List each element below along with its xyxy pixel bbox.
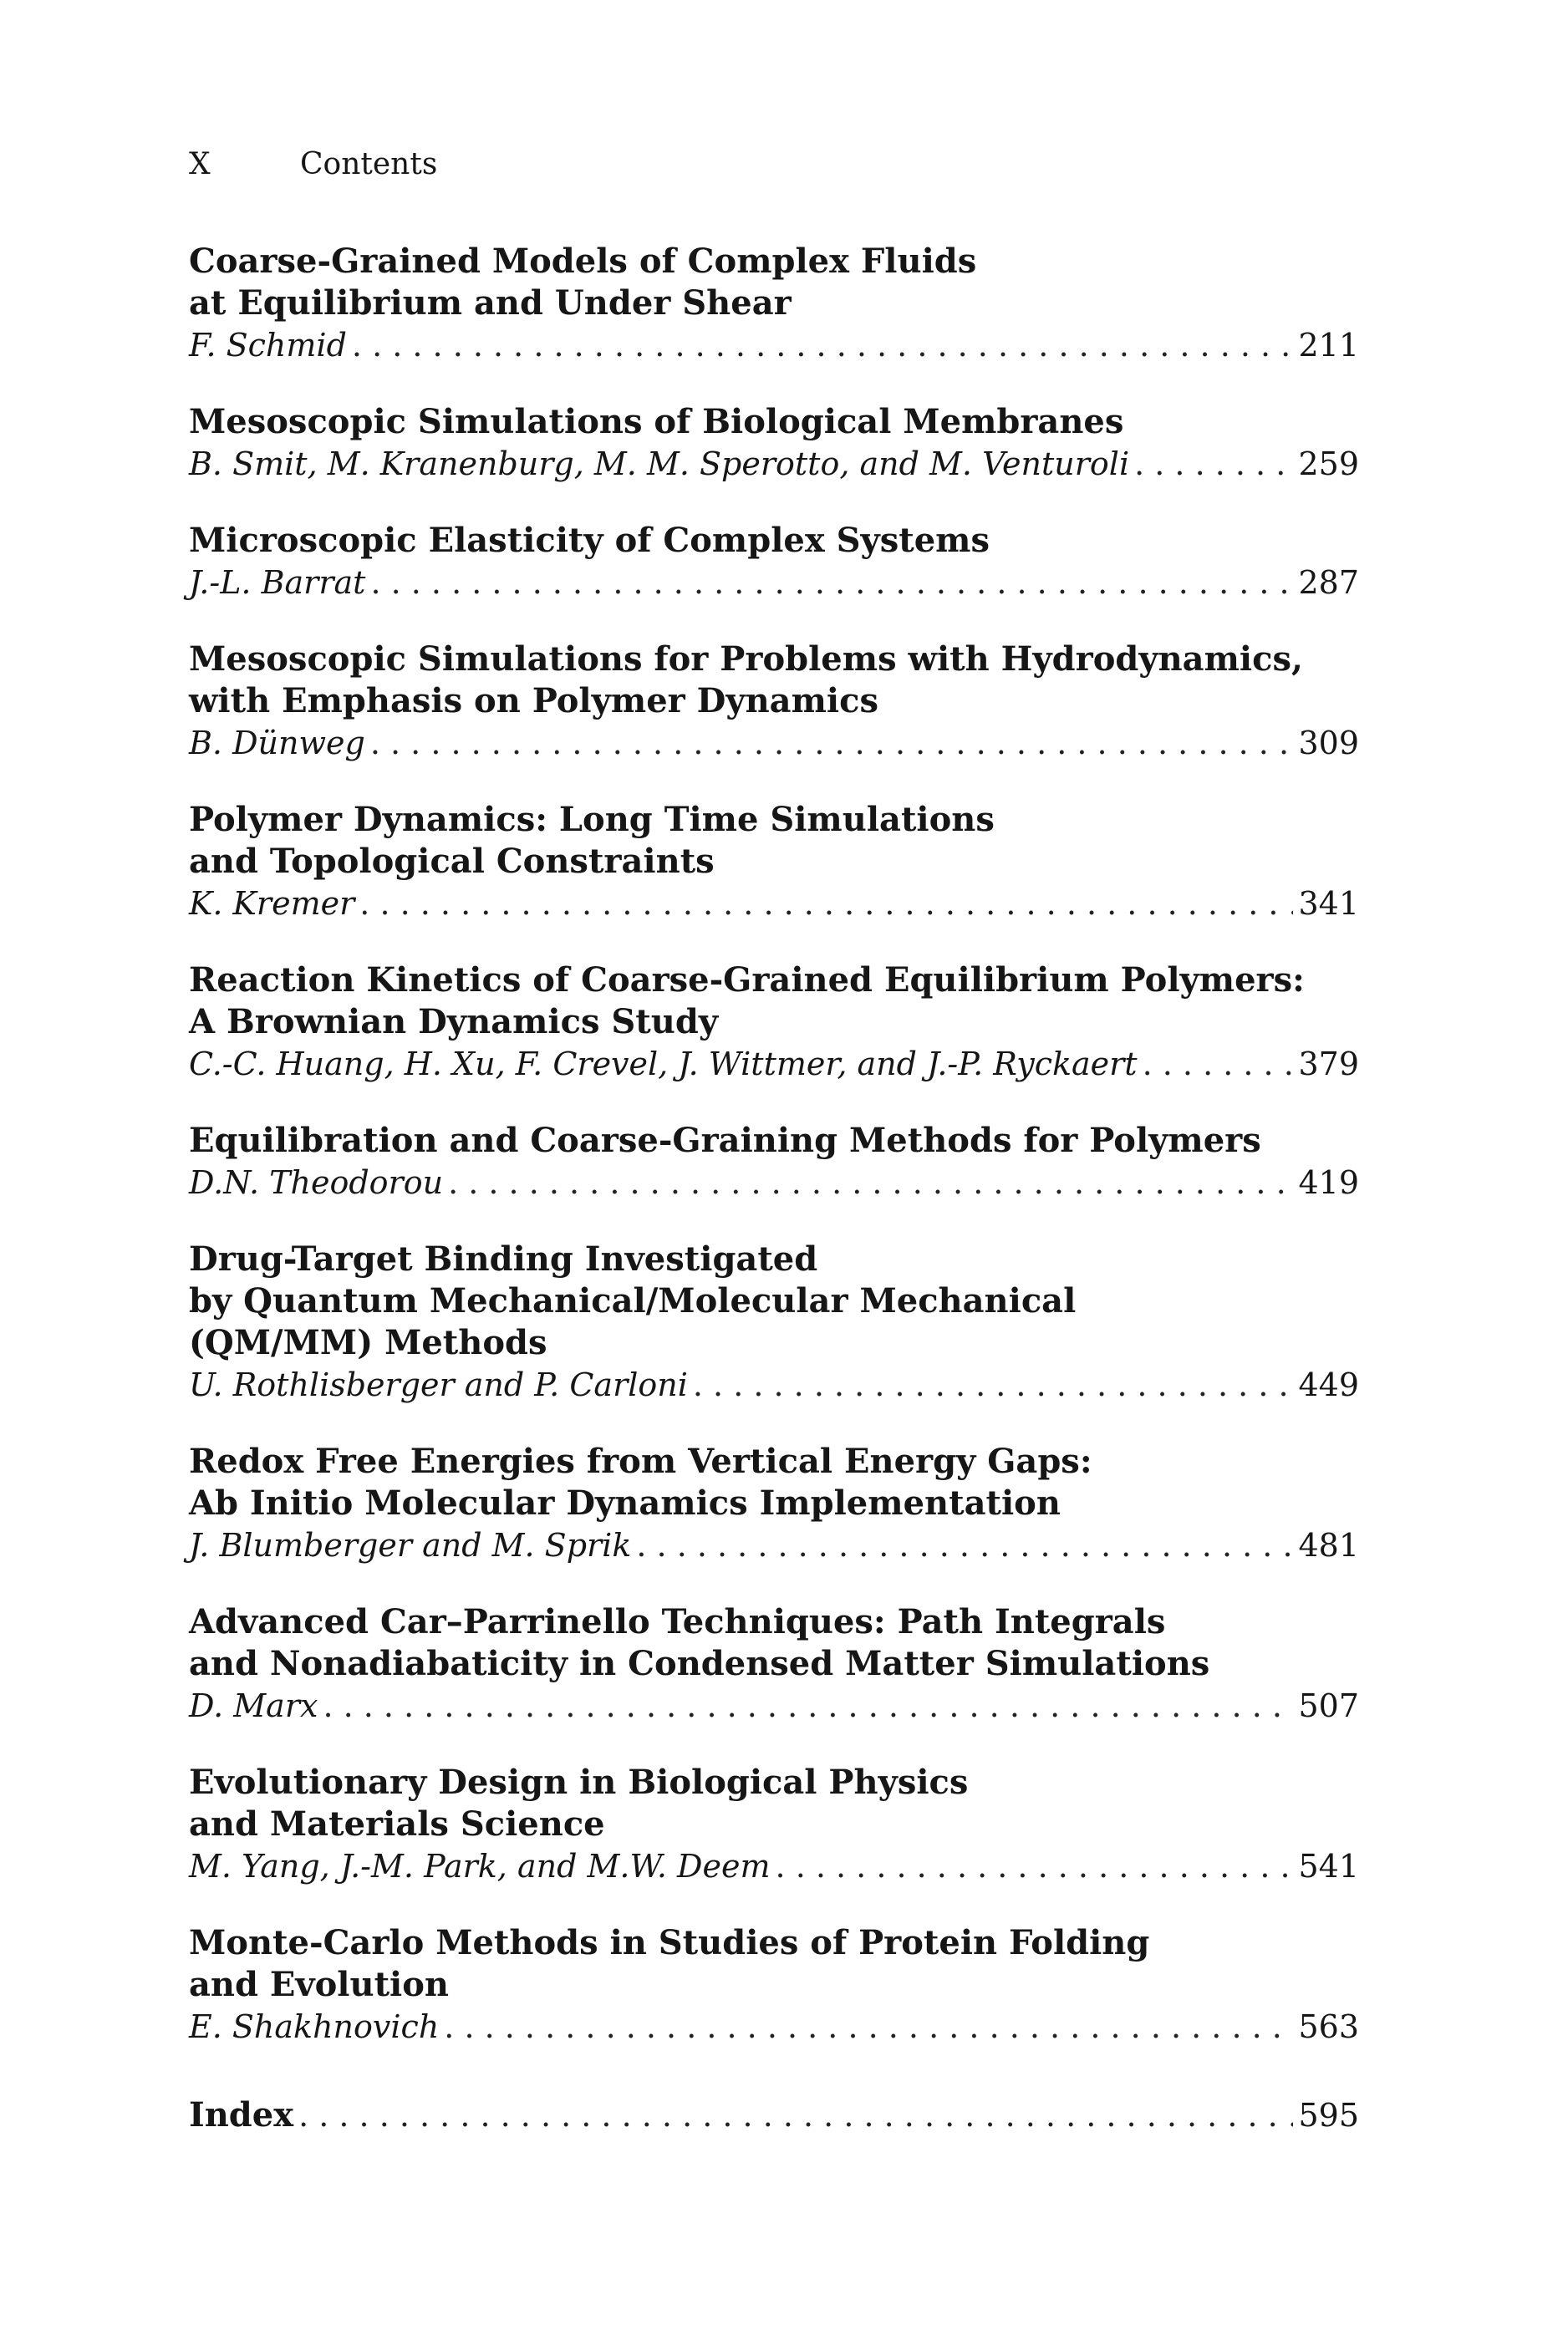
chapter-page-number: 541 [1298, 1848, 1359, 1885]
author-line [189, 722, 1359, 764]
chapter-title-line: Monte-Carlo Methods in Studies of Protein Folding [189, 1923, 1150, 1962]
index-page-number: 595 [1298, 2097, 1359, 2134]
author-line [189, 324, 1359, 366]
chapter-page-number: 341 [1298, 885, 1359, 922]
chapter-authors: D. Marx [189, 1687, 318, 1724]
chapter-title-line: A Brownian Dynamics Study [189, 1002, 719, 1041]
toc-entry[interactable] [189, 1239, 1359, 1406]
author-line [189, 443, 1359, 485]
chapter-page-number: 481 [1298, 1527, 1359, 1564]
chapter-title-line: Advanced Car–Parrinello Techniques: Path Integrals [189, 1602, 1166, 1641]
dot-leader [359, 883, 1293, 924]
chapter-title-line: Drug-Target Binding Investigated [189, 1239, 818, 1279]
chapter-title-line: Redox Free Energies from Vertical Energy Gaps: [189, 1442, 1092, 1481]
chapter-title-line: Reaction Kinetics of Coarse-Grained Equilibrium Polymers: [189, 960, 1305, 1000]
chapter-title-line: Ab Initio Molecular Dynamics Implementation [189, 1483, 1061, 1523]
toc-entry[interactable] [189, 520, 1359, 603]
chapter-title-line: and Evolution [189, 1965, 450, 2004]
chapter-authors: F. Schmid [189, 327, 347, 364]
chapter-title-line: at Equilibrium and Under Shear [189, 283, 792, 323]
chapter-page-number: 211 [1298, 327, 1359, 364]
dot-leader [444, 2006, 1293, 2048]
chapter-title-line: and Nonadiabaticity in Condensed Matter Simulations [189, 1644, 1210, 1683]
author-line [189, 1162, 1359, 1203]
chapter-title-line: and Topological Constraints [189, 842, 715, 881]
chapter-title-line: Evolutionary Design in Biological Physics [189, 1763, 969, 1802]
chapter-authors: U. Rothlisberger and P. Carloni [189, 1366, 688, 1403]
dot-leader [370, 722, 1294, 764]
chapter-page-number: 259 [1298, 445, 1359, 482]
chapter-page-number: 309 [1298, 725, 1359, 761]
toc-index-entry[interactable] [189, 2094, 1359, 2136]
contents-page [189, 147, 1359, 2136]
author-line [189, 562, 1359, 603]
author-line [189, 883, 1359, 924]
chapter-authors: B. Dünweg [189, 725, 365, 761]
author-line [189, 1685, 1359, 1727]
dot-leader [776, 1845, 1294, 1887]
chapter-page-number: 379 [1298, 1046, 1359, 1082]
toc-entry[interactable] [189, 401, 1359, 485]
toc-entry[interactable] [189, 799, 1359, 924]
chapter-page-number: 419 [1298, 1164, 1359, 1201]
dot-leader [352, 324, 1294, 366]
toc-entry[interactable] [189, 959, 1359, 1085]
chapter-title-line: Coarse-Grained Models of Complex Fluids [189, 242, 977, 281]
table-of-contents [189, 241, 1359, 2048]
dot-leader [323, 1685, 1293, 1727]
author-line [189, 1043, 1359, 1085]
chapter-page-number: 449 [1298, 1366, 1359, 1403]
toc-entry[interactable] [189, 1120, 1359, 1203]
chapter-authors: B. Smit, M. Kranenburg, M. M. Sperotto, and M. Venturoli [189, 445, 1130, 482]
chapter-title-line: Mesoscopic Simulations for Problems with Hydrodynamics, [189, 639, 1303, 679]
chapter-title-line: and Materials Science [189, 1804, 605, 1844]
running-head [189, 147, 1359, 197]
chapter-title-line: by Quantum Mechanical/Molecular Mechanical [189, 1281, 1077, 1321]
toc-entry[interactable] [189, 241, 1359, 366]
index-label: Index [189, 2095, 294, 2135]
chapter-title-line: Polymer Dynamics: Long Time Simulations [189, 800, 995, 839]
chapter-page-number: 287 [1298, 564, 1359, 601]
toc-entry[interactable] [189, 639, 1359, 764]
dot-leader [448, 1162, 1293, 1203]
dot-leader [370, 562, 1293, 603]
chapter-title-line: (QM/MM) Methods [189, 1323, 547, 1362]
chapter-authors: J. Blumberger and M. Sprik [189, 1527, 632, 1564]
chapter-authors: E. Shakhnovich [189, 2008, 440, 2045]
chapter-title-line: Mesoscopic Simulations of Biological Membranes [189, 402, 1124, 441]
running-head-title: Contents [300, 147, 438, 181]
author-line [189, 1845, 1359, 1887]
toc-entry[interactable] [189, 1441, 1359, 1566]
toc-entry[interactable] [189, 1601, 1359, 1727]
author-line [189, 2006, 1359, 2048]
chapter-authors: J.-L. Barrat [189, 564, 366, 601]
dot-leader [1134, 443, 1293, 485]
dot-leader [693, 1364, 1294, 1406]
chapter-title-line: Equilibration and Coarse-Graining Methods for Polymers [189, 1121, 1261, 1160]
dot-leader [636, 1524, 1293, 1566]
chapter-authors: D.N. Theodorou [189, 1164, 444, 1201]
chapter-authors: C.-C. Huang, H. Xu, F. Crevel, J. Wittmer, and J.-P. Ryckaert [189, 1046, 1138, 1082]
chapter-title-line: Microscopic Elasticity of Complex Systems [189, 521, 990, 560]
toc-entry[interactable] [189, 1922, 1359, 2048]
author-line [189, 1364, 1359, 1406]
chapter-page-number: 563 [1298, 2008, 1359, 2045]
dot-leader [298, 2094, 1293, 2136]
chapter-page-number: 507 [1298, 1687, 1359, 1724]
toc-entry[interactable] [189, 1762, 1359, 1887]
chapter-authors: K. Kremer [189, 885, 355, 922]
chapter-title-line: with Emphasis on Polymer Dynamics [189, 681, 878, 720]
page-folio: X [189, 147, 211, 181]
chapter-authors: M. Yang, J.-M. Park, and M.W. Deem [189, 1848, 771, 1885]
author-line [189, 1524, 1359, 1566]
dot-leader [1143, 1043, 1294, 1085]
